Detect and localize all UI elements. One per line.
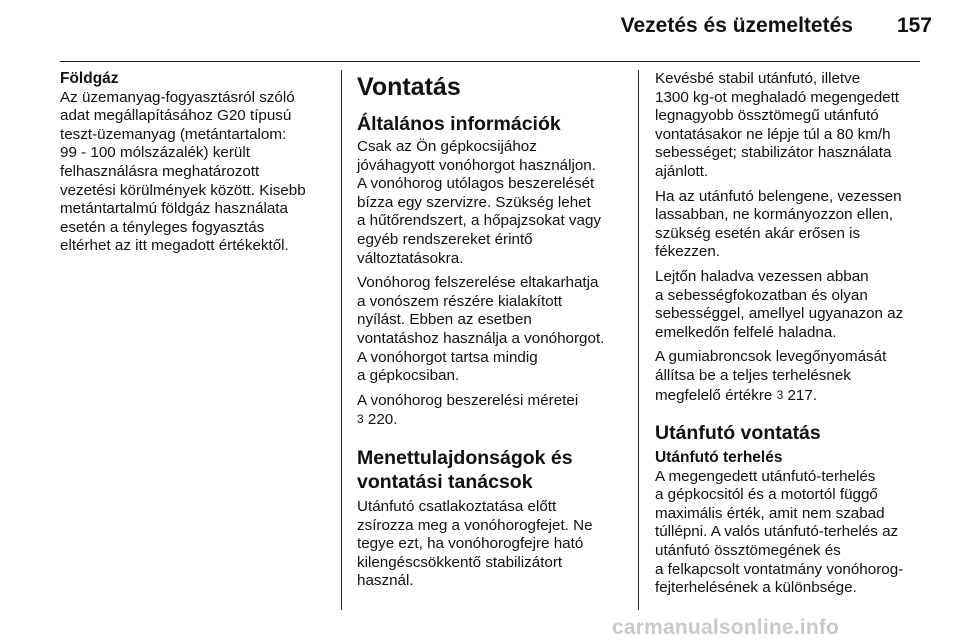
paragraph [357,392,629,430]
paragraph: Utánfutó csatlakoztatása előtt zsírozza meg a vonóhorogfejet. Ne tegye ezt, ha vonóhorogfejre ható kilengéscsökkentő stabilizátort használ. [357,497,593,590]
section-heading-trailer-towing: Utánfutó vontatás [655,422,821,445]
paragraph: Kevésbé stabil utánfutó, illetve 1300 kg-ot meghaladó megengedett legnagyobb össztömegű utánfutó vontatásakor ne lépje túl a 80 km/h sebességet; stabilizátor használata ajánlott. [655,70,900,180]
paragraph: A megengedett utánfutó-terhelés a gépkocsitól és a motortól függő maximális érték, amit nem szabad túllépni. A valós utánfutó-terhelés az utánfutó össztömegének és a felkapcsolt vontatmány vonóhorog- fejterhelésének a különbsége. [655,467,904,597]
subheading-general-info: Általános információk [357,113,561,135]
paragraph: Vonóhorog felszerelése eltakarhatja a vonószem részére kialakított nyílást. Ebben az esetben vontatáshoz használja a vonóhorgot. A vonóhorgot tartsa mindig a gépkocsiban. [357,274,605,385]
paragraph: Csak az Ön gépkocsijához jóváhagyott vonóhorgot használjon. A vonóhorog utólagos beszerelését bízza egy szervizre. Szükség lehet a hűtőrendszert, a hőpajzsokat vagy egyéb rendszereket érintő változtatásokra. [357,138,601,267]
subheading-trailer-load: Utánfutó terhelés [655,449,783,467]
header-rule [60,61,920,62]
heading-foldgaz: Földgáz [60,70,119,87]
paragraph: Ha az utánfutó belengene, vezessen lassabban, ne kormányozzon ellen, szükség esetén akár erősen is fékezzen. [655,187,902,261]
paragraph-text: A gumiabroncsok levegőnyomását állítsa be a teljes terhelésnek megfelelő értékre [655,348,887,404]
section-title-vontatas: Vontatás [357,73,461,101]
header-title: Vezetés és üzemeltetés [620,14,853,37]
paragraph: Az üzemanyag-fogyasztásról szóló adat megállapításához G20 típusú teszt-üzemanyag (metántartalom: 99 - 100 mólszázalék) került felhasználásra meghatározott vezetési körülmények között. Kisebb metántartalmú földgáz használata esetén a tényleges fogyasztás eltérhet az itt megadott értékektől. [60,88,306,255]
page-ref-arrow-icon: 3 [357,412,364,427]
column-divider [638,70,639,610]
column-right [655,70,945,598]
column-middle [357,70,629,591]
paragraph [655,348,945,405]
page-header [60,14,932,38]
column-left [60,70,330,256]
page-ref-arrow-icon: 3 [776,387,784,402]
column-divider [341,70,342,610]
page-ref[interactable]: 217. [783,386,818,404]
section-heading-driving: Menettulajdonságok és vontatási tanácsok [357,446,573,493]
paragraph: Lejtőn haladva vezessen abban a sebességfokozatban és olyan sebességgel, amellyel ugyanazon az emelkedőn felfelé haladna. [655,267,904,341]
page-number: 157 [896,14,932,37]
watermark: carmanualsonline.info [612,616,840,639]
paragraph-text: A vonóhorog beszerelési méretei [357,391,579,409]
page-ref[interactable]: 220. [363,411,398,429]
